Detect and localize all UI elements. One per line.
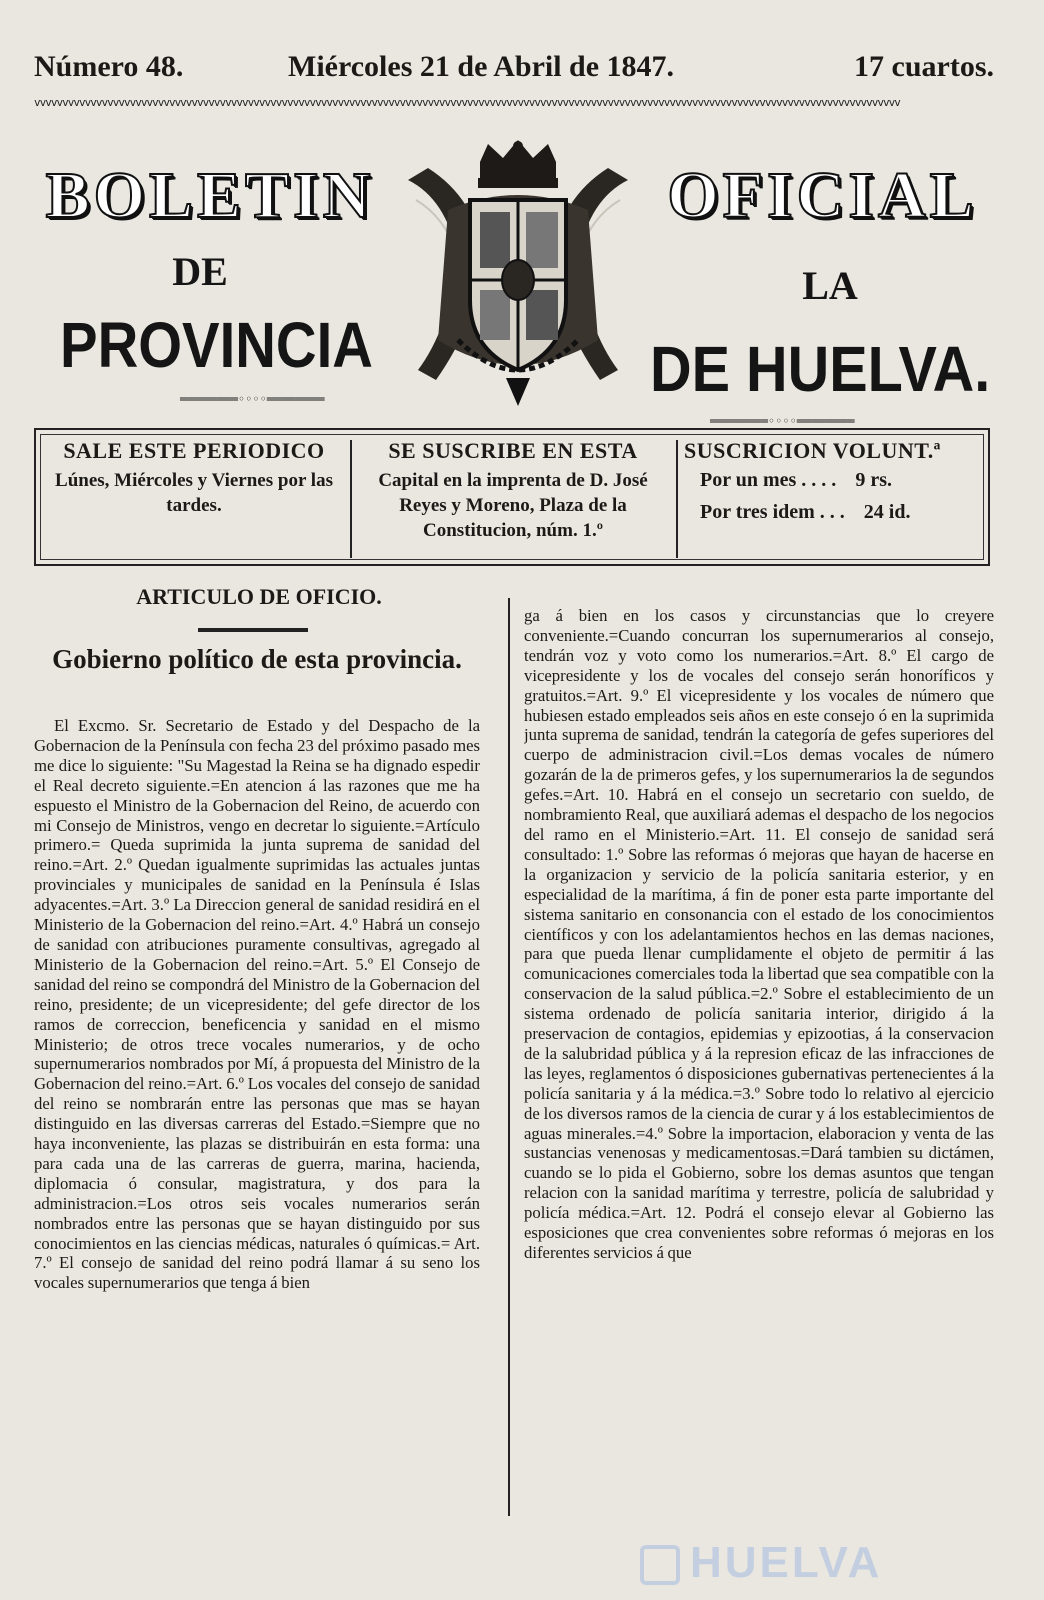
issue-price: 17 cuartos. bbox=[854, 50, 994, 83]
info-separator bbox=[676, 440, 678, 558]
masthead-de: DE bbox=[172, 249, 228, 294]
subscription-prices bbox=[684, 438, 984, 556]
watermark-text: HUELVA bbox=[690, 1538, 883, 1587]
ornament-flourish: ════════◦◦◦◦════════ bbox=[180, 392, 325, 406]
price-row bbox=[684, 496, 984, 528]
info-separator bbox=[350, 440, 352, 558]
issue-number: Número 48. bbox=[34, 50, 184, 83]
schedule-heading: SALE ESTE PERIODICO bbox=[63, 438, 325, 463]
column-divider bbox=[508, 598, 510, 1516]
section-title: ARTICULO DE OFICIO. bbox=[136, 584, 382, 609]
price-label: Por un mes . . . . bbox=[700, 469, 837, 491]
article-body-right bbox=[524, 606, 994, 1520]
issue-date: Miércoles 21 de Abril de 1847. bbox=[288, 50, 675, 83]
header-line bbox=[34, 50, 994, 96]
section-rule bbox=[198, 628, 308, 632]
masthead bbox=[30, 140, 1000, 430]
subscription-prices-heading: SUSCRICION VOLUNT.ª bbox=[684, 438, 941, 463]
article-body-left bbox=[34, 716, 480, 1506]
subscription-place-heading: SE SUSCRIBE EN ESTA bbox=[388, 438, 638, 463]
masthead-la: LA bbox=[802, 263, 858, 308]
archive-watermark bbox=[640, 1538, 960, 1588]
price-value: 24 id. bbox=[863, 501, 911, 523]
masthead-oficial: OFICIAL bbox=[667, 159, 978, 232]
price-value: 9 rs. bbox=[855, 469, 892, 491]
price-row bbox=[684, 464, 984, 496]
price-label: Por tres idem . . . bbox=[700, 501, 845, 523]
subscription-info-box bbox=[34, 428, 990, 566]
schedule-text: Lúnes, Miércoles y Viernes por las tardes. bbox=[55, 470, 333, 516]
wavy-divider: vvvvvvvvvvvvvvvvvvvvvvvvvvvvvvvvvvvvvvvvvvvvvvvvvvvvvvvvvvvvvvvvvvvvvvvvvvvvvvvvvvvvvvvvvvvvvvvvvvvvvvvvvvvvvvvvvvvvvvvvvvvvvvvvvvvvvvvvvvvvvvvvvvvvvvvvvv bbox=[34, 96, 900, 108]
article-heading: Gobierno político de esta provincia. bbox=[52, 644, 462, 674]
subscription-place bbox=[358, 438, 668, 556]
article-paragraph: ga á bien en los casos y circunstancias que lo creyere conveniente.=Cuando concurran los supernumerarios al consejo, tendrán voz y voto como los numerarios.=Art. 8.º El cargo de vicepresidente y los de vocales del consejo serán honoríficos y gratuitos.=Art. 9.º El vicepresidente y los vocales de número que hubiesen estado empleados seis años en este consejo ó en la suprimida junta suprema de sanidad, tendrán la categoría de gefes superiores del cuerpo de administracion civil.=Los demas vocales de número gozarán de la de primeros gefes, y los supernumerarios la de segundos gefes.=Art. 10. Habrá en el consejo un secretario con sueldo, de nombramiento Real, que auxiliará ademas el despacho de los negocios del ramo en el Ministerio.=Art. 11. El consejo de sanidad será consultado: 1.º Sobre las reformas ó mejoras que hayan de hacerse en la organizacion y servicio de la policía sanitaria esterior, y en especialidad de la marítima, á fin de poner esta parte importante del sistema sanitario en consonancia con el estado de los conocimientos científicos y con los adelantamientos hechos en las demas naciones, para que pueda llenar cumplidamente el objeto de permitir á las comunicaciones comerciales toda la libertad que sea compatible con la conservacion de la salud pública.=2.º Sobre el establecimiento de un sistema ordenado de policía sanitaria interior, dirigido á la preservacion de contagios, epidemias y epizootias, á la conservacion de la salubridad pública y á la represion eficaz de las infracciones de las leyes, reglamentos ó disposiciones gubernativas pertenecientes á la policía sanitaria y á la médica.=3.º Sobre todo lo relativo al ejercicio de los diversos ramos de la ciencia de curar y á los establecimientos de aguas minerales.=4.º Sobre la importacion, elaboracion y venta de las sustancias venenosas y medicamentosas.=Dará tambien su dictámen, cuando se lo pida el Gobierno, sobre los demas asuntos que tengan relacion con la sanidad marítima y terrestre, policía de salubridad y policía médica.=Art. 12. Podrá el consejo elevar al Gobierno las esposiciones que crea convenientes sobre reformas ó mejoras en los diferentes servicios á que bbox=[524, 606, 994, 1262]
masthead-de-huelva: DE HUELVA. bbox=[650, 333, 991, 405]
coat-of-arms-icon bbox=[388, 140, 648, 410]
publication-schedule bbox=[44, 438, 344, 556]
masthead-boletin: BOLETIN bbox=[45, 159, 375, 232]
masthead-provincia: PROVINCIA bbox=[60, 309, 373, 381]
subscription-place-text: Capital en la imprenta de D. José Reyes y Moreno, Plaza de la Constitucion, núm. 1.º bbox=[378, 470, 648, 541]
archive-logo-icon bbox=[640, 1545, 680, 1585]
article-paragraph: El Excmo. Sr. Secretario de Estado y del Despacho de la Gobernacion de la Península con fecha 23 del próximo pasado mes me dice lo siguiente: "Su Magestad la Reina se ha dignado espedir el Real decreto siguiente.=En atencion á las razones que me ha espuesto el Ministro de la Gobernacion del Reino, de acuerdo con mi Consejo de Ministros, vengo en decretar lo siguiente.=Artículo primero.= Queda suprimida la junta suprema de sanidad del reino.=Art. 2.º Quedan igualmente suprimidas las actuales juntas provinciales y municipales de sanidad en la Península é Islas adyacentes.=Art. 3.º La Direccion general de sanidad residirá en el Ministerio de la Gobernacion del reino.=Art. 4.º Habrá un consejo de sanidad con atribuciones puramente consultivas, agregado al Ministerio de la Gobernacion del reino.=Art. 5.º El Consejo de sanidad del reino se compondrá del Ministro de la Gobernacion del reino, presidente; de un vicepresidente; del gefe director de los ramos de correccion, beneficencia y sanidad en el mismo Ministerio; de otros trece vocales numerarios, y de ocho supernumerarios nombrados por Mí, á propuesta del Ministro de la Gobernacion del reino.=Art. 6.º Los vocales del consejo de sanidad del reino se nombrarán entre las personas que mas se hayan distinguido en las diversas carreras del Estado.=Siempre que no haya inconveniente, las plazas se distribuirán en esta forma: una para cada una de las carreras de guerra, marina, hacienda, diplomacia ó consular, magistratura, y dos para la administracion.=Los otros seis vocales numerarios serán nombrados entre las personas que se hayan distinguido por sus conocimientos en las ciencias médicas, naturales ó químicas.= Art. 7.º El consejo de sanidad del reino podrá llamar á su seno los vocales supernumerarios que tenga á bien bbox=[34, 716, 480, 1293]
ornament-flourish: ════════◦◦◦◦════════ bbox=[710, 414, 855, 428]
